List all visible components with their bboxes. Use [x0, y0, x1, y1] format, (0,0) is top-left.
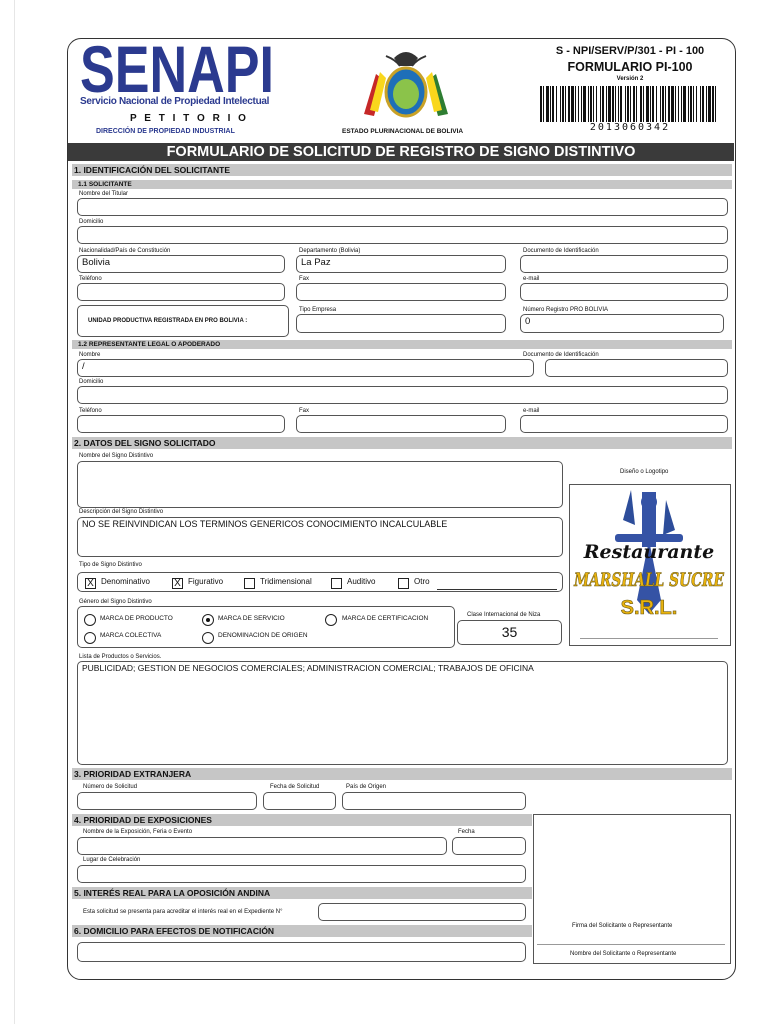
barcode-bar [675, 86, 676, 122]
tipo-auditivo-label: Auditivo [347, 577, 376, 586]
barcode-bar [640, 86, 642, 122]
email-label: e-mail [523, 276, 540, 282]
lugar-label: Lugar de Celebración [83, 857, 141, 863]
barcode-bar [683, 86, 686, 122]
signature-divider [537, 944, 725, 945]
documento-label: Documento de Identificación [523, 248, 599, 254]
expediente-field[interactable] [318, 903, 526, 921]
page-edge-line [14, 0, 15, 1024]
pais-origen-label: País de Origen [346, 784, 387, 790]
barcode-bar [627, 86, 629, 122]
barcode-bar [630, 86, 631, 122]
lista-field[interactable]: PUBLICIDAD; GESTION DE NEGOCIOS COMERCIALES; ADMINISTRACION COMERCIAL; TRABAJOS DE OFICINA [77, 661, 728, 765]
clase-field[interactable]: 35 [457, 620, 562, 645]
domicilio-notificacion-field[interactable] [77, 942, 526, 962]
petitorio-label: P E T I T O R I O [130, 113, 249, 124]
barcode-bar [688, 86, 689, 122]
nacionalidad-field[interactable]: Bolivia [77, 255, 285, 273]
genero-certificacion-radio[interactable] [325, 614, 337, 626]
form-name: FORMULARIO PI-100 [567, 60, 693, 74]
section-1-heading: 1. IDENTIFICACIÓN DEL SOLICITANTE [72, 164, 732, 176]
logo-line3: S.R.L. [620, 597, 678, 619]
barcode-bar [633, 86, 635, 122]
barcode-bar [581, 86, 582, 122]
barcode-bar [596, 86, 597, 122]
exposicion-fecha-field[interactable] [452, 837, 526, 855]
barcode-bar [600, 86, 601, 122]
exposicion-fecha-label: Fecha [458, 829, 475, 835]
fecha-solicitud-field[interactable] [263, 792, 336, 810]
section-1-1-heading: 1.1 SOLICITANTE [72, 180, 732, 189]
barcode-bar [700, 86, 701, 122]
unidad-productiva-label: UNIDAD PRODUCTIVA REGISTRADA EN PRO BOLIVIA : [88, 318, 248, 324]
numero-pro-bolivia-label: Número Registro PRO BOLIVIA [523, 307, 609, 313]
logo-subtitle: Servicio Nacional de Propiedad Intelectual [80, 96, 270, 107]
estado-label: ESTADO PLURINACIONAL DE BOLIVIA [342, 128, 464, 135]
barcode-bar [668, 86, 670, 122]
barcode-bar [660, 86, 661, 122]
barcode-bar [665, 86, 666, 122]
genero-label: Género del Signo Distintivo [79, 599, 152, 605]
barcode-bar [552, 86, 554, 122]
tipo-otro-label: Otro [414, 577, 430, 586]
numero-solicitud-label: Número de Solicitud [83, 784, 138, 790]
documento-field[interactable] [520, 255, 728, 273]
tipo-empresa-label: Tipo Empresa [299, 307, 337, 313]
rep-documento-field[interactable] [545, 359, 728, 377]
rep-nombre-field[interactable]: / [77, 359, 534, 377]
exposicion-label: Nombre de la Exposición, Feria o Evento [83, 829, 193, 835]
section-4-heading: 4. PRIORIDAD DE EXPOSICIONES [72, 814, 532, 826]
section-5-heading: 5. INTERÉS REAL PARA LA OPOSICIÓN ANDINA [72, 887, 532, 899]
rep-fax-label: Fax [299, 408, 310, 414]
rep-domicilio-field[interactable] [77, 386, 728, 404]
barcode-bar [593, 86, 594, 122]
barcode-bar [606, 86, 607, 122]
nombre-signo-field[interactable] [77, 461, 563, 508]
clase-label: Clase Internacional de Niza [467, 612, 541, 618]
nacionalidad-label: Nacionalidad/País de Constitución [79, 248, 171, 254]
barcode-bar [693, 86, 694, 122]
tipo-otro-checkbox[interactable] [398, 578, 409, 589]
tipo-auditivo-checkbox[interactable] [331, 578, 342, 589]
section-1-2-heading: 1.2 REPRESENTANTE LEGAL O APODERADO [72, 340, 732, 349]
fax-label: Fax [299, 276, 310, 282]
fecha-solicitud-label: Fecha de Solicitud [270, 784, 320, 790]
barcode-bar [706, 86, 707, 122]
genero-group [77, 606, 455, 648]
firma-label: Firma del Solicitante o Representante [572, 923, 673, 929]
logo-line1: Restaurante [583, 541, 715, 563]
nombre-firma-label: Nombre del Solicitante o Representante [570, 951, 677, 957]
barcode-bar [643, 86, 644, 122]
interes-label: Esta solicitud se presenta para acreditar el interés real en el Expediente N° [83, 909, 283, 915]
section-3-heading: 3. PRIORIDAD EXTRANJERA [72, 768, 732, 780]
rep-documento-label: Documento de Identificación [523, 352, 599, 358]
barcode-bar [588, 86, 589, 122]
email-field[interactable] [520, 283, 728, 301]
senapi-logo-text: SENAPI [80, 40, 274, 98]
barcode-bar [550, 86, 551, 122]
tipo-tridimensional-checkbox[interactable] [244, 578, 255, 589]
nombre-signo-label: Nombre del Signo Distintivo [79, 453, 154, 459]
rep-nombre-label: Nombre [79, 352, 101, 358]
barcode-bar [565, 86, 566, 122]
barcode-bar [636, 86, 637, 122]
nombre-titular-field[interactable] [77, 198, 728, 216]
barcode-bar [578, 86, 579, 122]
barcode-bar [708, 86, 711, 122]
tipo-otro-line [437, 589, 557, 590]
barcode-bar [575, 86, 576, 122]
direccion-label: DIRECCIÓN DE PROPIEDAD INDUSTRIAL [96, 128, 235, 135]
nombre-titular-label: Nombre del Titular [79, 191, 129, 197]
barcode-bar [715, 86, 716, 122]
genero-colectiva-label: MARCA COLECTIVA [100, 632, 162, 639]
barcode-bar [650, 86, 651, 122]
numero-solicitud-field[interactable] [77, 792, 257, 810]
exposicion-field[interactable] [77, 837, 447, 855]
rep-telefono-field[interactable] [77, 415, 285, 433]
tipo-figurativo-label: Figurativo [188, 577, 224, 586]
barcode-bar [540, 86, 542, 122]
genero-origen-label: DENOMINACION DE ORIGEN [218, 632, 308, 639]
descripcion-field[interactable]: NO SE REINVINDICAN LOS TERMINOS GENERICOS CONOCIMIENTO INCALCULABLE [77, 517, 563, 557]
barcode-bar [678, 86, 679, 122]
barcode-bar [696, 86, 697, 122]
barcode-bar [702, 86, 704, 122]
genero-certificacion-label: MARCA DE CERTIFICACION [342, 615, 429, 622]
fax-field[interactable] [296, 283, 506, 301]
domicilio-field[interactable] [77, 226, 728, 244]
barcode-bar [571, 86, 574, 122]
tipo-tridimensional-label: Tridimensional [260, 577, 312, 586]
senapi-logo [80, 40, 275, 98]
barcode-bar [590, 86, 592, 122]
departamento-field[interactable]: La Paz [296, 255, 506, 273]
barcode-bar [625, 86, 626, 122]
barcode-bar [615, 86, 616, 122]
barcode-bar [652, 86, 654, 122]
barcode-bar [583, 86, 586, 122]
barcode-bar [608, 86, 611, 122]
barcode-bar [546, 86, 549, 122]
genero-servicio-radio[interactable] [202, 614, 214, 626]
signature-box [533, 814, 731, 964]
tipo-denominativo-checkbox[interactable]: X [85, 578, 96, 589]
barcode-bar [612, 86, 614, 122]
barcode-bar [681, 86, 682, 122]
descripcion-label: Descripción del Signo Distintivo [79, 509, 164, 515]
barcode-bar [656, 86, 657, 122]
rep-telefono-label: Teléfono [79, 408, 102, 414]
lugar-field[interactable] [77, 865, 526, 883]
genero-servicio-label: MARCA DE SERVICIO [218, 615, 285, 622]
numero-pro-bolivia-field[interactable]: 0 [520, 314, 724, 333]
barcode-bar [560, 86, 561, 122]
barcode-bar [618, 86, 619, 122]
barcode-bar [568, 86, 570, 122]
barcode-bar [556, 86, 557, 122]
barcode-bar [712, 86, 714, 122]
tipo-label: Tipo de Signo Distintivo [79, 562, 142, 568]
tipo-denominativo-label: Denominativo [101, 577, 150, 586]
rep-email-label: e-mail [523, 408, 540, 414]
lista-label: Lista de Productos o Servicios. [79, 654, 162, 660]
tipo-empresa-field[interactable] [296, 314, 506, 333]
domicilio-label: Domicilio [79, 219, 104, 225]
form-title: FORMULARIO DE SOLICITUD DE REGISTRO DE SIGNO DISTINTIVO [68, 143, 734, 161]
logo-underline [580, 638, 718, 639]
barcode-bar [662, 86, 664, 122]
barcode-bar [671, 86, 674, 122]
barcode-bar [620, 86, 622, 122]
genero-producto-label: MARCA DE PRODUCTO [100, 615, 173, 622]
bolivia-coat-of-arms-icon [356, 44, 456, 124]
barcode-bar [562, 86, 564, 122]
barcode-bar [646, 86, 649, 122]
section-6-heading: 6. DOMICILIO PARA EFECTOS DE NOTIFICACIÓN [72, 925, 532, 937]
telefono-field[interactable] [77, 283, 285, 301]
barcode-bar [602, 86, 604, 122]
genero-colectiva-radio[interactable] [84, 632, 96, 644]
departamento-label: Departamento (Bolivia) [299, 248, 361, 254]
barcode-bar [543, 86, 544, 122]
tipo-figurativo-checkbox[interactable]: X [172, 578, 183, 589]
rep-fax-field[interactable] [296, 415, 506, 433]
telefono-label: Teléfono [79, 276, 102, 282]
barcode-bar [690, 86, 692, 122]
rep-email-field[interactable] [520, 415, 728, 433]
restaurant-logo [571, 490, 727, 620]
rep-domicilio-label: Domicilio [79, 379, 104, 385]
form-code: S - NPI/SERV/P/301 - PI - 100 [555, 45, 705, 57]
genero-origen-radio[interactable] [202, 632, 214, 644]
barcode [540, 86, 718, 122]
diseno-label: Diseño o Logotipo [620, 469, 669, 475]
form-version: Versión 2 [616, 76, 644, 82]
genero-producto-radio[interactable] [84, 614, 96, 626]
barcode-number: 2013060342 [589, 122, 671, 133]
section-2-heading: 2. DATOS DEL SIGNO SOLICITADO [72, 437, 732, 449]
logo-line2: MARSHALL SUCRE [573, 569, 725, 591]
pais-origen-field[interactable] [342, 792, 526, 810]
